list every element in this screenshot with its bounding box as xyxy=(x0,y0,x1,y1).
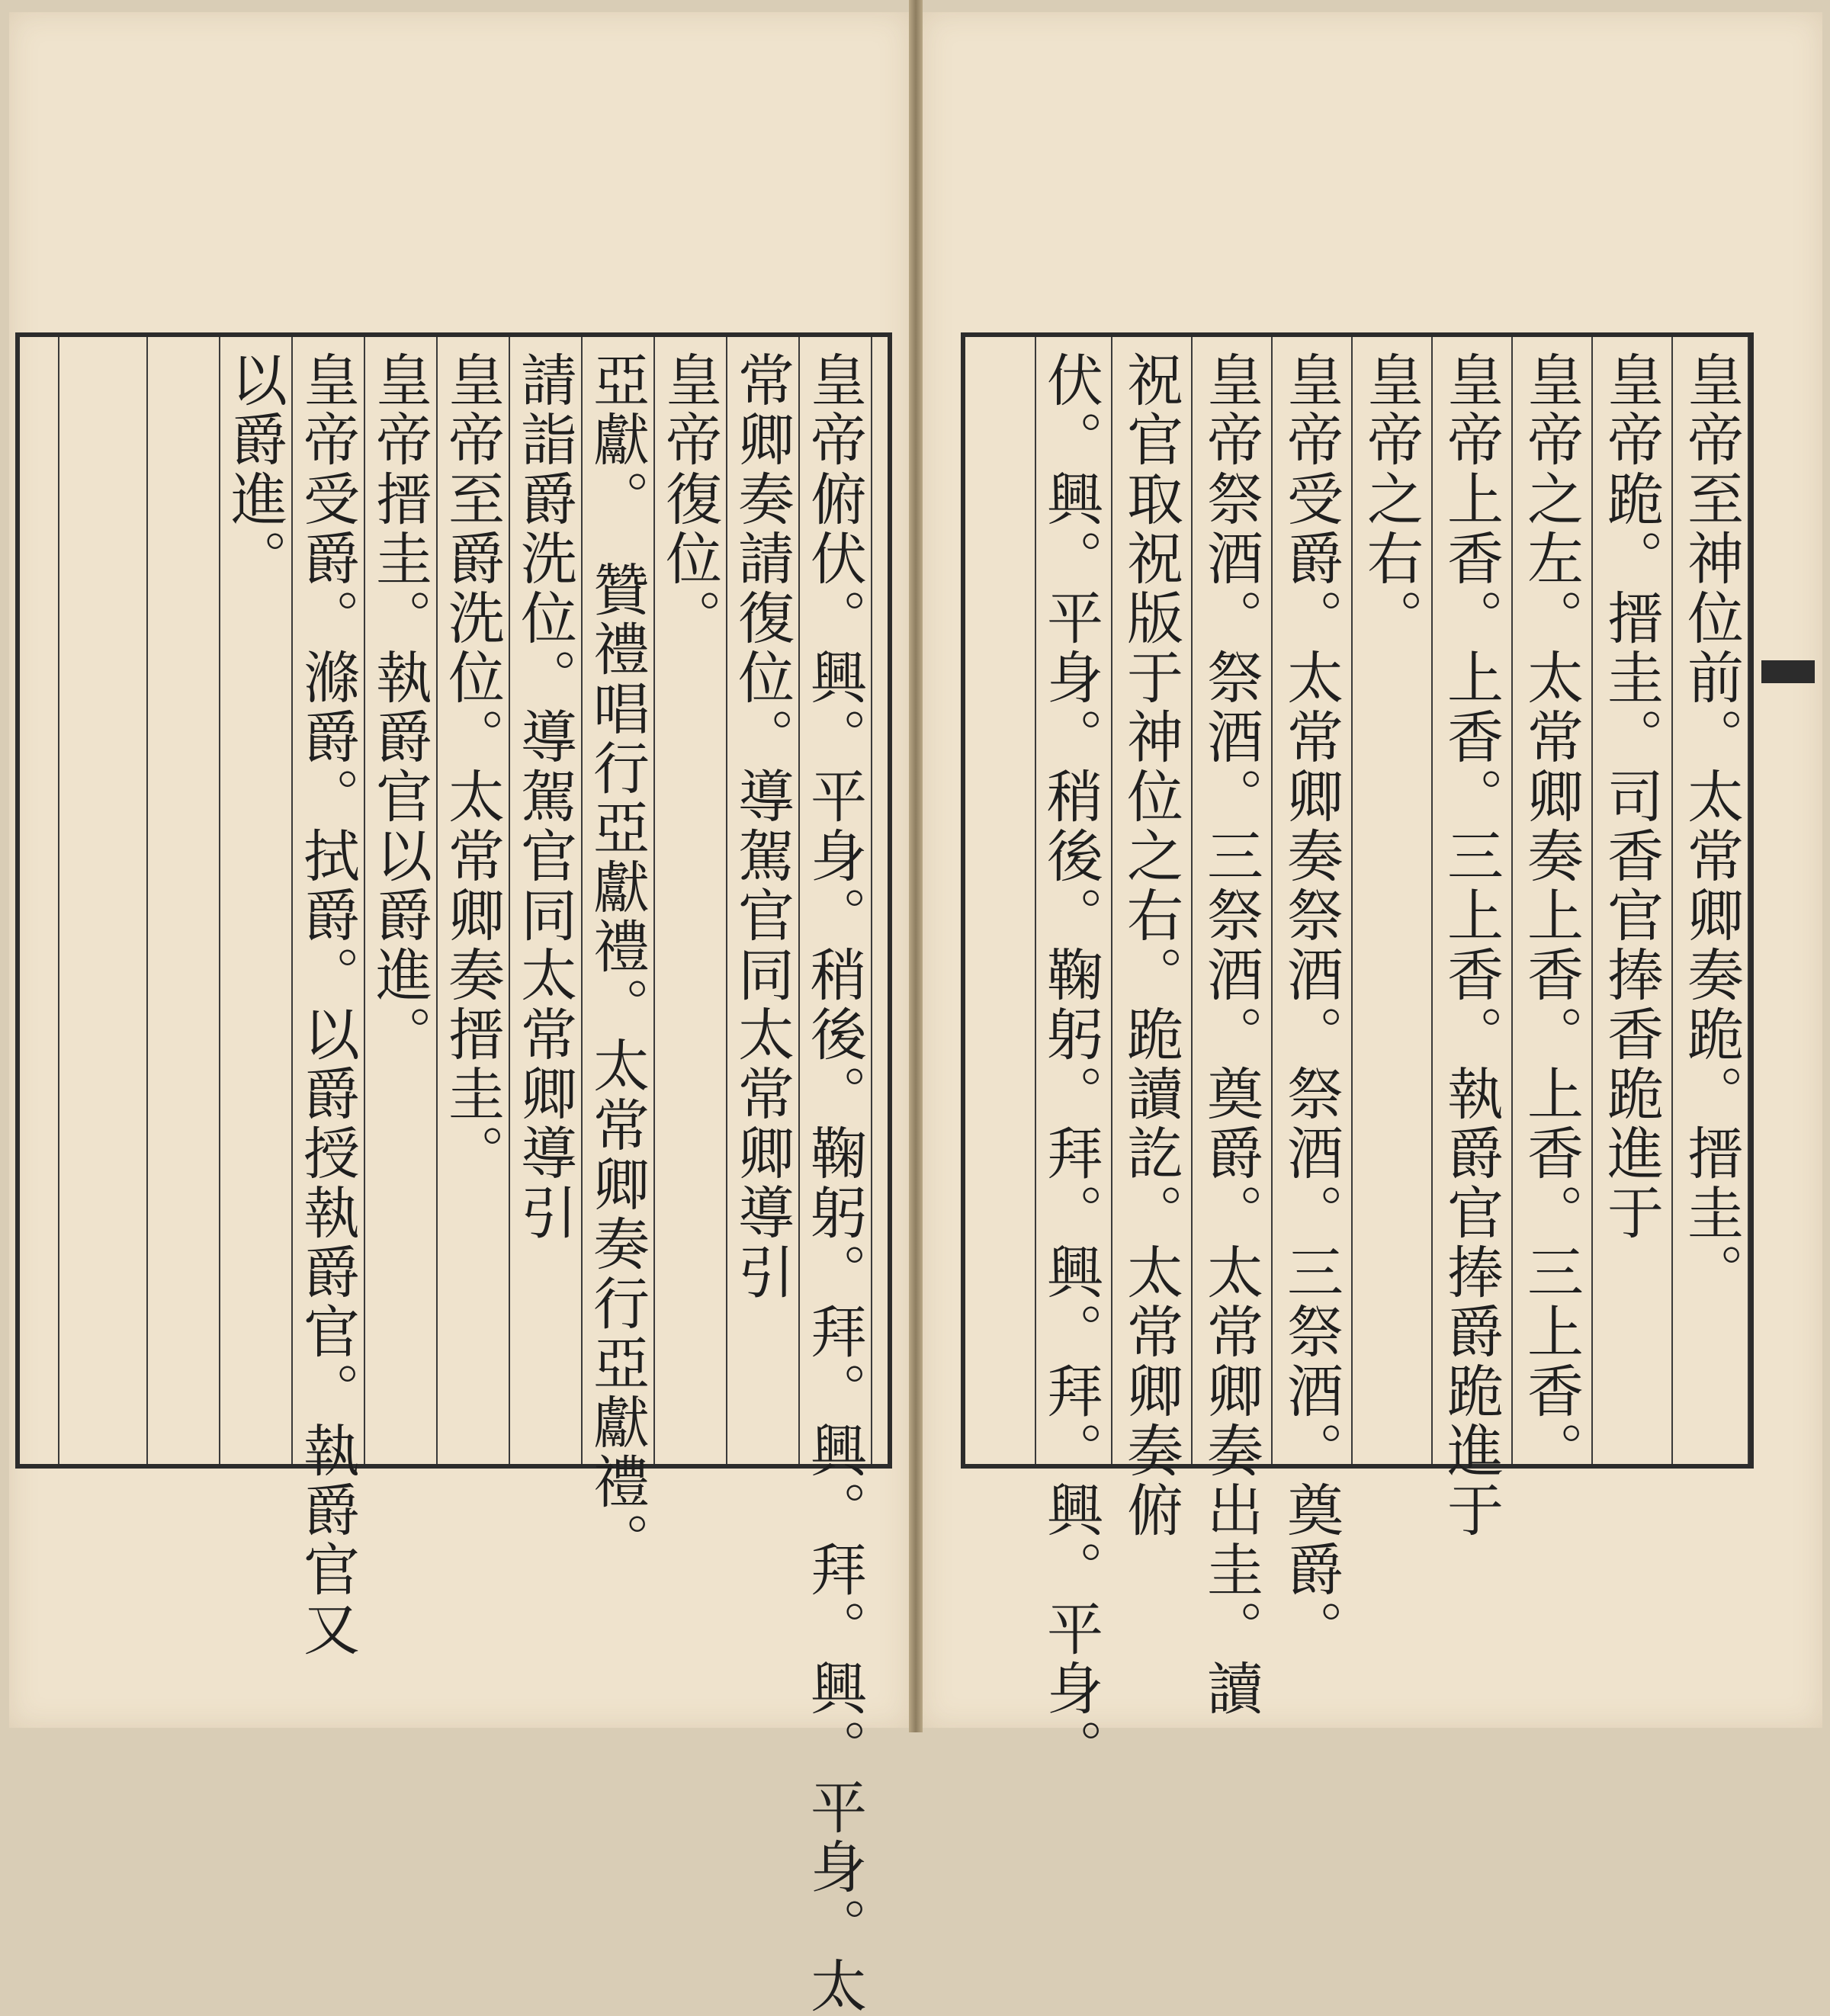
text-column: 皇帝至爵洗位。太常卿奏搢圭。 xyxy=(439,351,505,1183)
column-rule xyxy=(146,337,148,1464)
text-column: 皇帝之左。太常卿奏上香。上香。三上香。 xyxy=(1518,351,1584,1481)
text-column: 祝官取祝版于神位之右。跪讀訖。太常卿奏俯 xyxy=(1118,351,1183,1540)
book-gutter xyxy=(909,0,923,1732)
text-column: 皇帝上香。上香。三上香。執爵官捧爵跪進于 xyxy=(1438,351,1504,1540)
text-column: 皇帝受爵。滌爵。拭爵。以爵授執爵官。執爵官又 xyxy=(294,351,360,1659)
text-column: 亞獻。 贊禮唱行亞獻禮。太常卿奏行亞獻禮。 xyxy=(584,351,650,1571)
column-rule xyxy=(1671,337,1673,1464)
column-rule xyxy=(1191,337,1193,1464)
right-page-frame xyxy=(961,332,1754,1778)
text-column: 皇帝祭酒。祭酒。三祭酒。奠爵。太常卿奏出圭。讀 xyxy=(1198,351,1263,1719)
text-column: 皇帝至神位前。太常卿奏跪。搢圭。 xyxy=(1678,351,1744,1302)
left-page-frame xyxy=(15,332,892,2016)
column-rule xyxy=(1111,337,1112,1464)
text-column: 請詣爵洗位。導駕官同太常卿導引 xyxy=(512,351,577,1243)
text-column: 皇帝之右。 xyxy=(1358,351,1424,648)
column-rule xyxy=(1591,337,1593,1464)
text-column: 伏。興。平身。稍後。鞠躬。拜。興。拜。興。平身。 xyxy=(1038,351,1103,1778)
fishtail-mark xyxy=(1761,660,1815,683)
text-column: 皇帝復位。 xyxy=(657,351,722,648)
text-column: 常卿奏請復位。導駕官同太常卿導引 xyxy=(729,351,795,1302)
text-column: 皇帝俯伏。興。平身。稍後。鞠躬。拜。興。拜。興。平身。太 xyxy=(801,351,867,2016)
column-rule xyxy=(1271,337,1273,1464)
column-rule xyxy=(1431,337,1433,1464)
frame-inner-line xyxy=(871,337,872,1464)
text-column: 皇帝搢圭。執爵官以爵進。 xyxy=(367,351,432,1064)
frame-inner-line xyxy=(1748,337,1749,1464)
text-column: 皇帝受爵。太常卿奏祭酒。祭酒。三祭酒。奠爵。 xyxy=(1278,351,1344,1659)
text-column: 以爵進。 xyxy=(222,351,287,589)
text-column: 皇帝跪。搢圭。司香官捧香跪進于 xyxy=(1598,351,1664,1243)
column-rule xyxy=(1511,337,1513,1464)
right-page xyxy=(923,12,1822,1778)
column-rule xyxy=(58,337,59,1464)
left-page xyxy=(9,12,909,2016)
column-rule xyxy=(1351,337,1353,1464)
